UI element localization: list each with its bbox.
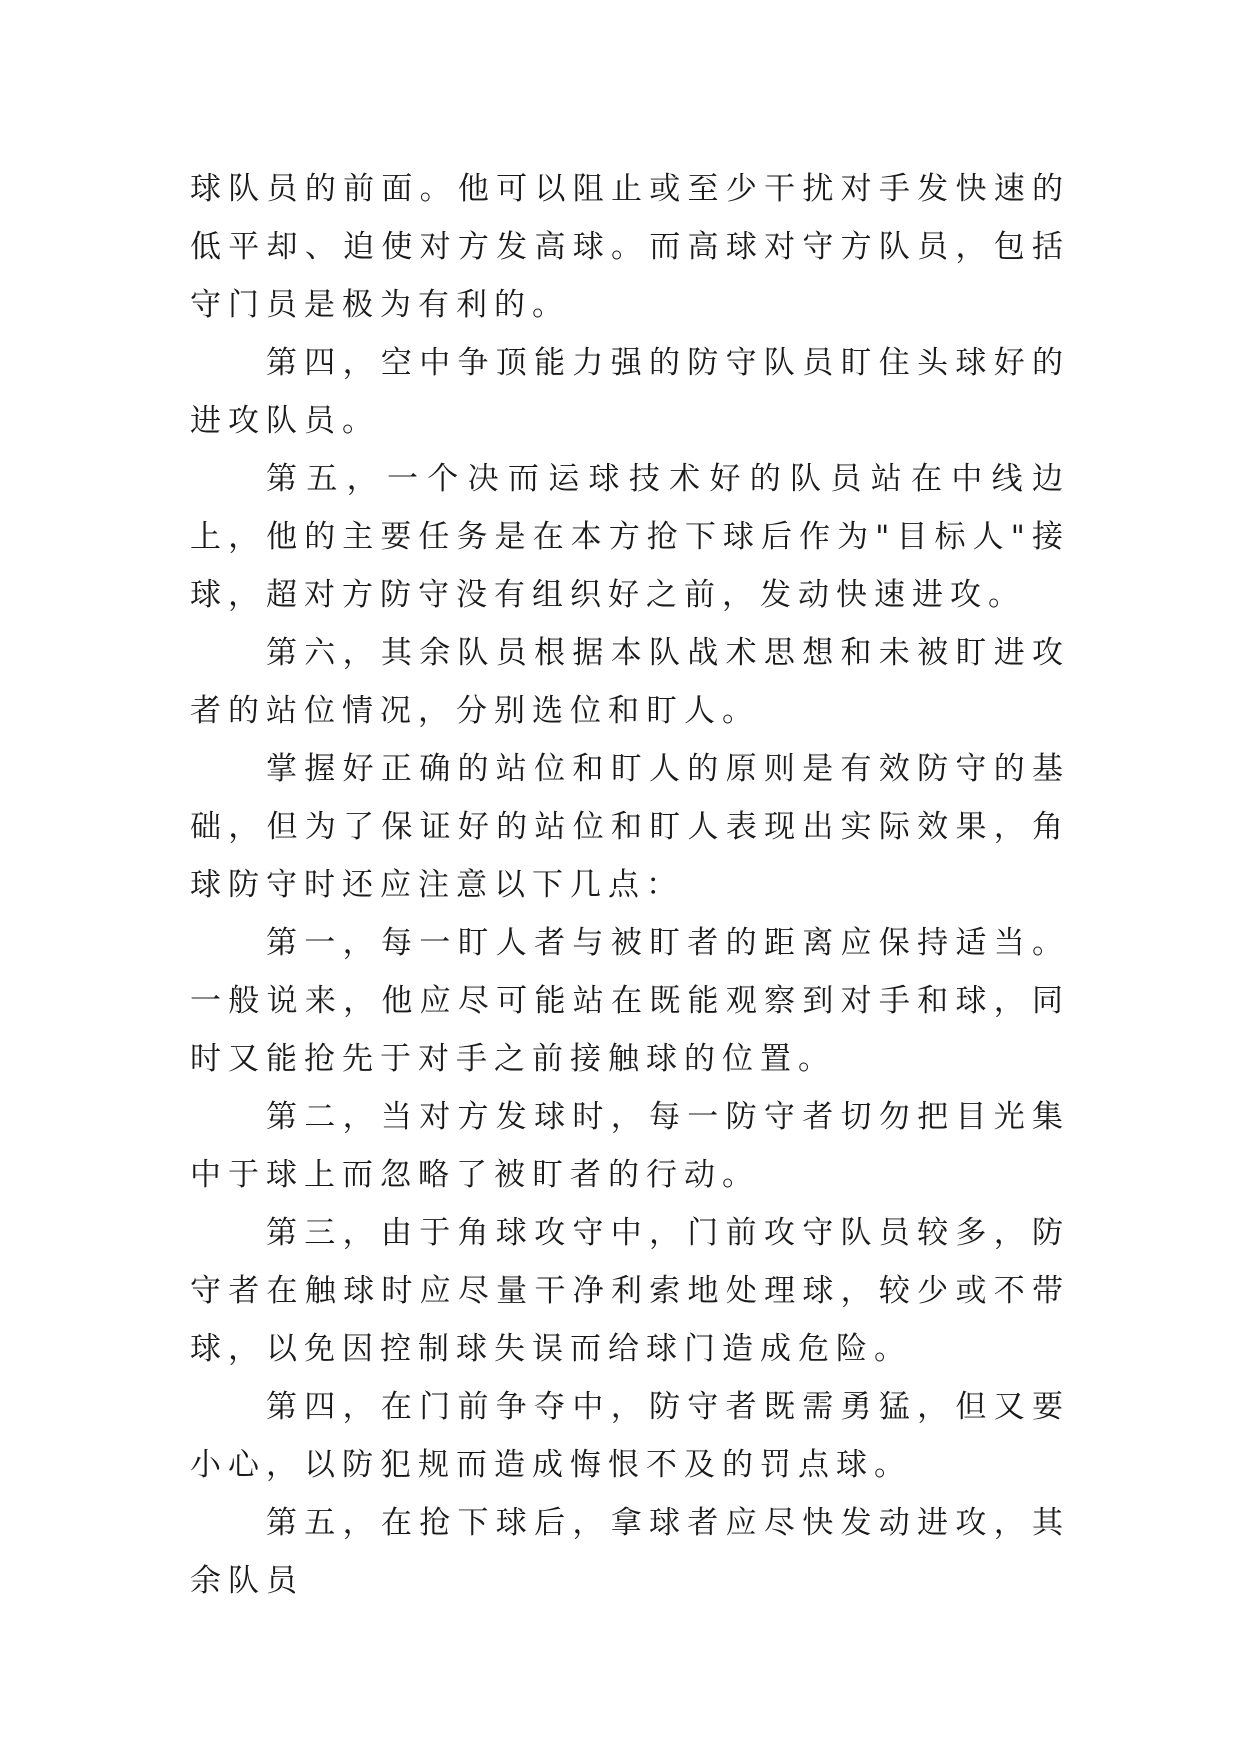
paragraph-10: 第五，在抢下球后，拿球者应尽快发动进攻，其余队员 bbox=[190, 1505, 1070, 1599]
paragraph-7: 第二，当对方发球时，每一防守者切勿把目光集中于球上而忽略了被盯者的行动。 bbox=[190, 1099, 1070, 1193]
document-body bbox=[190, 160, 1070, 1610]
paragraph-1: 球队员的前面。他可以阻止或至少干扰对手发快速的低平却、迫使对方发高球。而高球对守方队员，包括守门员是极为有利的。 bbox=[190, 171, 1070, 323]
paragraph-9: 第四，在门前争夺中，防守者既需勇猛，但又要小心，以防犯规而造成悔恨不及的罚点球。 bbox=[190, 1389, 1070, 1483]
paragraph-5: 掌握好正确的站位和盯人的原则是有效防守的基础，但为了保证好的站位和盯人表现出实际效果，角球防守时还应注意以下几点： bbox=[190, 751, 1070, 903]
paragraph-3: 第五，一个决而运球技术好的队员站在中线边上，他的主要任务是在本方抢下球后作为"目标人"接球，超对方防守没有组织好之前，发动快速进攻。 bbox=[190, 461, 1070, 613]
paragraph-8: 第三，由于角球攻守中，门前攻守队员较多，防守者在触球时应尽量干净利索地处理球，较少或不带球，以免因控制球失误而给球门造成危险。 bbox=[190, 1215, 1070, 1367]
paragraph-6: 第一，每一盯人者与被盯者的距离应保持适当。一般说来，他应尽可能站在既能观察到对手和球，同时又能抢先于对手之前接触球的位置。 bbox=[190, 925, 1070, 1077]
paragraph-2: 第四，空中争顶能力强的防守队员盯住头球好的进攻队员。 bbox=[190, 345, 1070, 439]
paragraph-4: 第六，其余队员根据本队战术思想和未被盯进攻者的站位情况，分别选位和盯人。 bbox=[190, 635, 1070, 729]
